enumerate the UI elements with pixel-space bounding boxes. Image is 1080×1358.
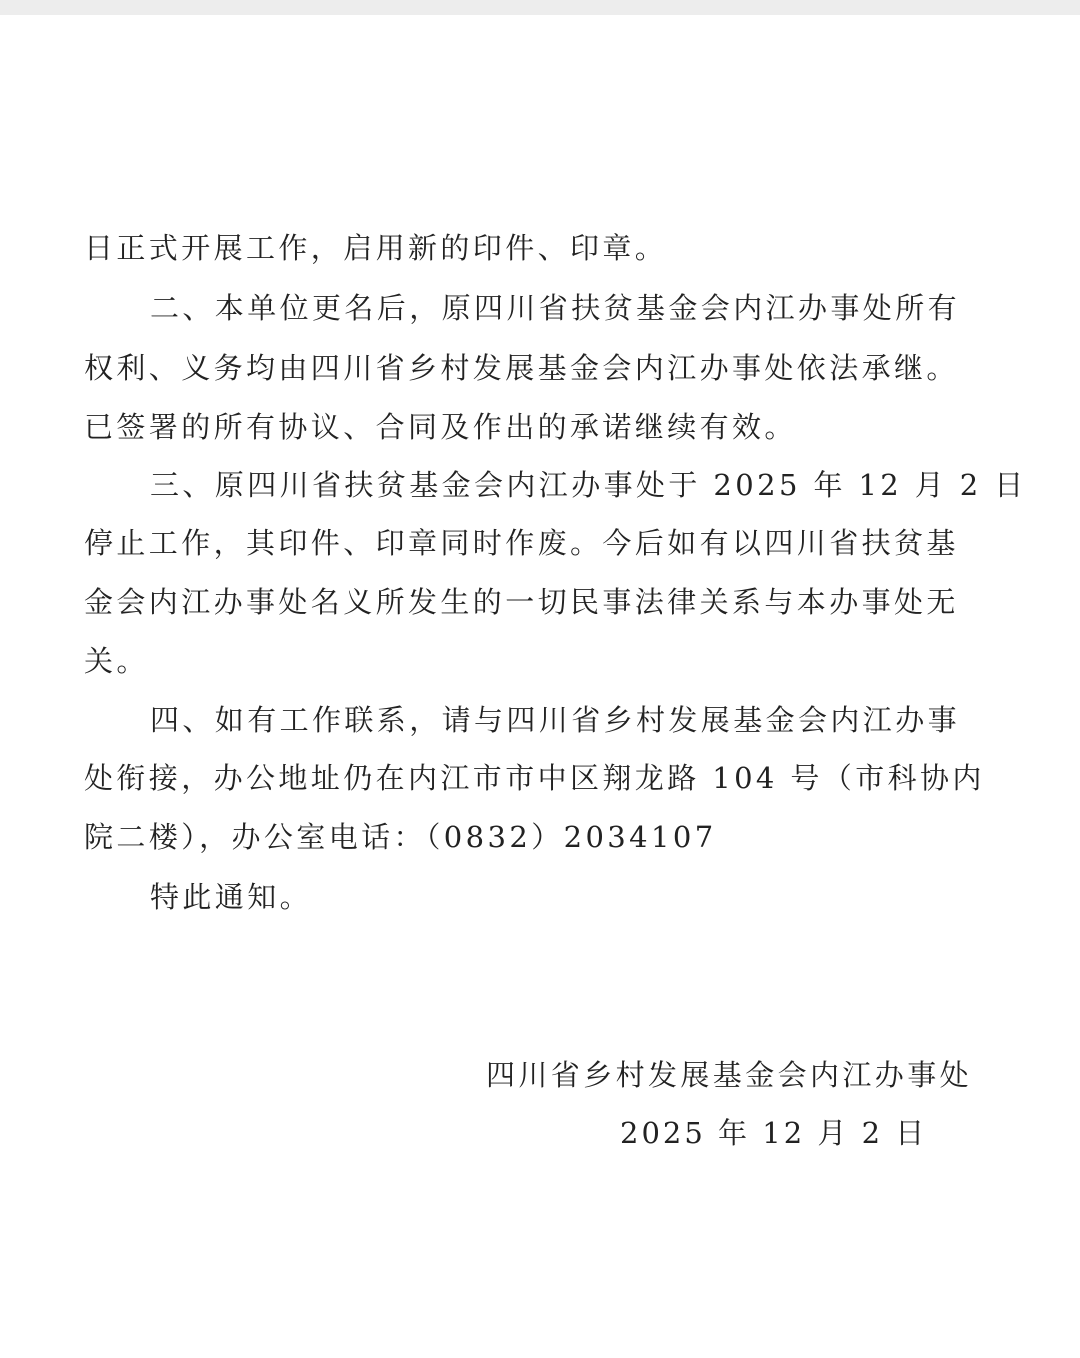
paragraph-4-line-1: 四、如有工作联系，请与四川省乡村发展基金会内江办事	[150, 703, 961, 737]
paragraph-2-line-2: 权利、义务均由四川省乡村发展基金会内江办事处依法承继。	[84, 351, 959, 385]
paragraph-3-line-2: 停止工作，其印件、印章同时作废。今后如有以四川省扶贫基	[84, 526, 959, 560]
paragraph-4-line-2: 处衔接，办公地址仍在内江市市中区翔龙路 104 号（市科协内	[84, 761, 985, 795]
paragraph-3-line-3: 金会内江办事处名义所发生的一切民事法律关系与本办事处无	[84, 585, 959, 619]
paragraph-3-line-4: 关。	[84, 644, 149, 678]
paragraph-3-line-1: 三、原四川省扶贫基金会内江办事处于 2025 年 12 月 2 日	[150, 468, 1027, 502]
paragraph-2-line-3: 已签署的所有协议、合同及作出的承诺继续有效。	[84, 410, 797, 444]
closing-line: 特此通知。	[150, 880, 313, 914]
signature-organization: 四川省乡村发展基金会内江办事处	[486, 1058, 973, 1092]
paragraph-1-line-1: 日正式开展工作，启用新的印件、印章。	[84, 231, 668, 265]
paragraph-2-line-1: 二、本单位更名后，原四川省扶贫基金会内江办事处所有	[150, 291, 961, 325]
paragraph-4-line-3: 院二楼），办公室电话：（0832）2034107	[84, 820, 717, 854]
signature-date: 2025 年 12 月 2 日	[620, 1116, 928, 1150]
